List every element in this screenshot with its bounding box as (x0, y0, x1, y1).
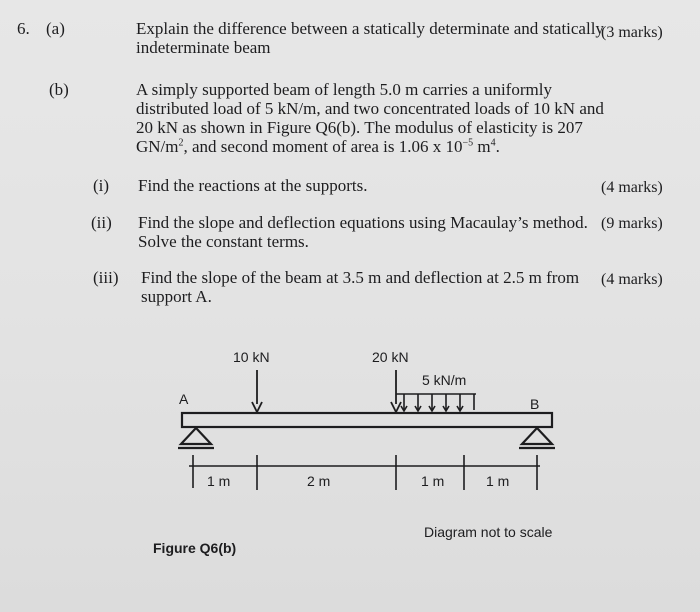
load-20kn-arrow (391, 370, 401, 412)
part-a-marks: (3 marks) (601, 24, 663, 41)
support-a-label: A (179, 391, 189, 407)
support-b-label: B (530, 396, 540, 412)
sub-iii-marks: (4 marks) (601, 271, 663, 288)
udl-load (396, 394, 476, 411)
support-a (178, 428, 214, 448)
sub-i-label: (i) (93, 176, 110, 195)
part-b-label: (b) (49, 80, 69, 99)
load-10kn-label: 10 kN (233, 349, 270, 365)
udl-label: 5 kN/m (422, 372, 467, 388)
part-a-line-2: indeterminate beam (136, 38, 271, 57)
part-a-line-1: Explain the difference between a statically determinate and statically (136, 19, 604, 38)
dim-1m-c: 1 m (486, 473, 510, 489)
dim-2m: 2 m (307, 473, 331, 489)
part-b-line-2: distributed load of 5 kN/m, and two concentrated loads of 10 kN and (136, 99, 604, 118)
part-b-line-1: A simply supported beam of length 5.0 m carries a uniformly (136, 80, 552, 99)
figure-caption: Figure Q6(b) (153, 540, 237, 556)
sub-iii-label: (iii) (93, 268, 119, 287)
sub-ii-line-2: Solve the constant terms. (138, 232, 309, 251)
sub-ii-marks: (9 marks) (601, 215, 663, 232)
load-20kn-label: 20 kN (372, 349, 409, 365)
part-a-label: (a) (46, 19, 65, 38)
load-10kn-arrow (252, 370, 262, 412)
dim-1m-b: 1 m (421, 473, 445, 489)
dim-1m-a: 1 m (207, 473, 231, 489)
sub-iii-line-2: support A. (141, 287, 212, 306)
part-b-line-4: $GN/m^2$, and second moment of area is 1.06 x $10^{-5}$ $m^4$. (136, 137, 500, 156)
sub-iii-line-1: Find the slope of the beam at 3.5 m and deflection at 2.5 m from (141, 268, 580, 287)
sub-i-marks: (4 marks) (601, 179, 663, 196)
part-b-line-3: 20 kN as shown in Figure Q6(b). The modulus of elasticity is 207 (136, 118, 583, 137)
sub-ii-line-1: Find the slope and deflection equations using Macaulay’s method. (138, 213, 588, 232)
question-number: 6. (17, 19, 30, 38)
figure-note: Diagram not to scale (424, 524, 553, 540)
support-b (519, 428, 555, 448)
sub-ii-label: (ii) (91, 213, 112, 232)
beam (182, 413, 552, 427)
sub-i-text: Find the reactions at the supports. (138, 176, 368, 195)
